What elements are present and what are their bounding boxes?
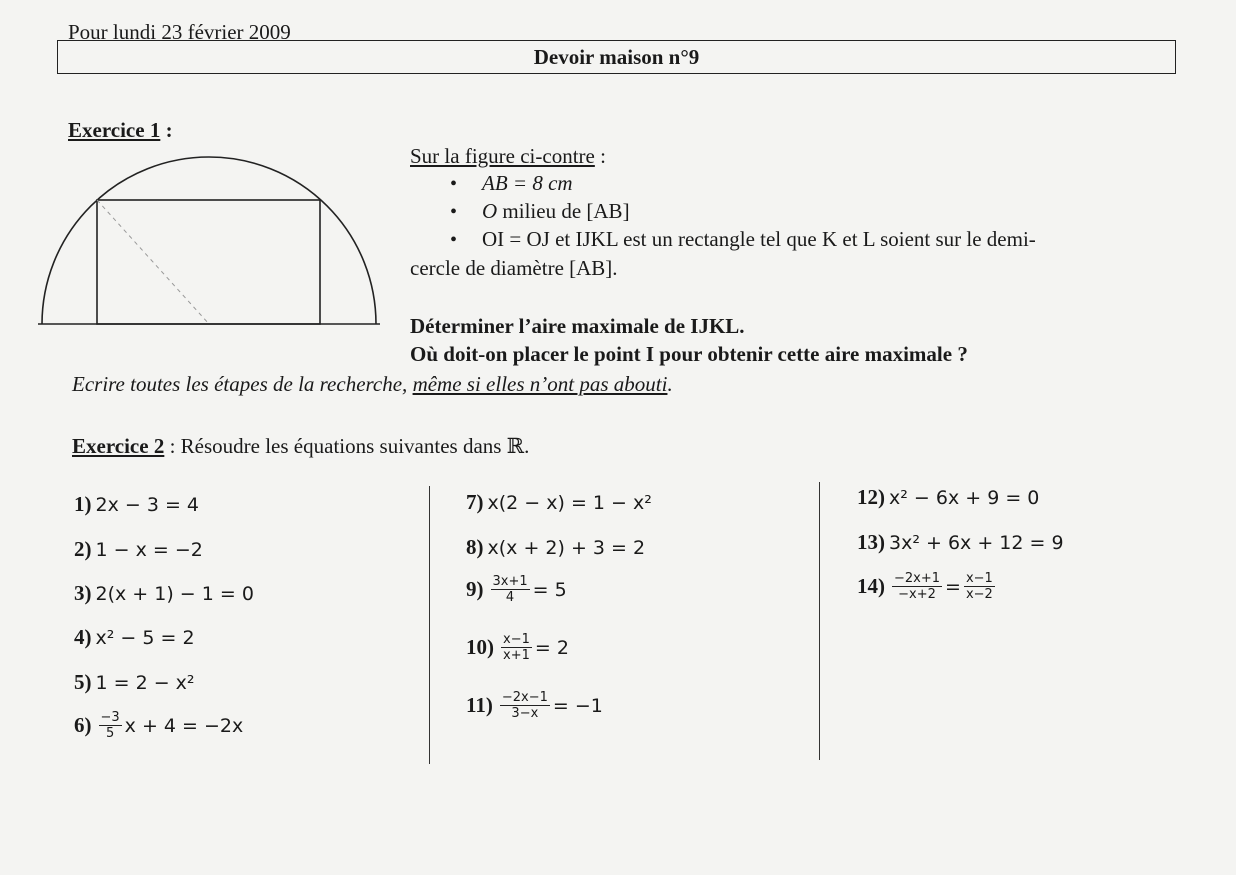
figure-intro: Sur la figure ci-contre : (410, 144, 606, 168)
page-title: Devoir maison n°9 (57, 40, 1176, 74)
bullet-2: • (450, 201, 458, 223)
exercise-2-heading (72, 434, 529, 459)
exercise-2-instruction: : Résoudre les équations suivantes dans ℝ. (164, 434, 530, 458)
equation-11: 11) $\frac{-2x-1}{3-x}$ = −1 (466, 690, 603, 721)
bullet-1: • (450, 173, 458, 195)
instruction-note: Ecrire toutes les étapes de la recherche, même si elles n’ont pas abouti. (72, 372, 673, 396)
due-date: Pour lundi 23 février 2009 (68, 20, 291, 44)
rectangle-condition-line1: OI = OJ et IJKL est un rectangle tel que K et L soient sur le demi- (482, 227, 1036, 251)
equation-5: 5) 1 = 2 − x² (74, 670, 195, 694)
equation-6: 6) $\frac{-3}{5}$ x + 4 = −2x (74, 710, 244, 741)
question-2: Où doit-on placer le point I pour obtenir cette aire maximale ? (410, 342, 968, 366)
o-midpoint: O milieu de [AB] (482, 199, 630, 223)
equation-4: 4) x² − 5 = 2 (74, 625, 195, 649)
exercise-2-label: Exercice 2 (72, 434, 165, 458)
equation-8: 8) x(x + 2) + 3 = 2 (466, 535, 646, 559)
exercise-1-heading (68, 118, 173, 143)
ab-length: AB = 8 cm (482, 171, 573, 195)
bullet-3: • (450, 229, 458, 251)
equation-9: 9) $\frac{3x+1}{4}$ = 5 (466, 574, 567, 605)
equation-13: 13) 3x² + 6x + 12 = 9 (857, 530, 1064, 554)
rectangle-condition-line2: cercle de diamètre [AB]. (410, 256, 618, 280)
equation-1: 1) 2x − 3 = 4 (74, 492, 200, 516)
exercise-1-colon: : (160, 118, 173, 142)
equation-12: 12) x² − 6x + 9 = 0 (857, 485, 1040, 509)
equation-10: 10) $\frac{x-1}{x+1}$ = 2 (466, 632, 569, 663)
semicircle-figure (28, 150, 398, 350)
question-1: Déterminer l’aire maximale de IJKL. (410, 314, 745, 338)
equation-14: 14) $\frac{-2x+1}{-x+2}$ = $\frac{x-1}{x-2}$ (857, 571, 993, 602)
column-divider-2 (819, 482, 820, 760)
equation-2: 2) 1 − x = −2 (74, 537, 203, 561)
column-divider-1 (429, 486, 430, 764)
equation-3: 3) 2(x + 1) − 1 = 0 (74, 581, 254, 605)
equation-7: 7) x(2 − x) = 1 − x² (466, 490, 652, 514)
exercise-1-label: Exercice 1 (68, 118, 161, 142)
